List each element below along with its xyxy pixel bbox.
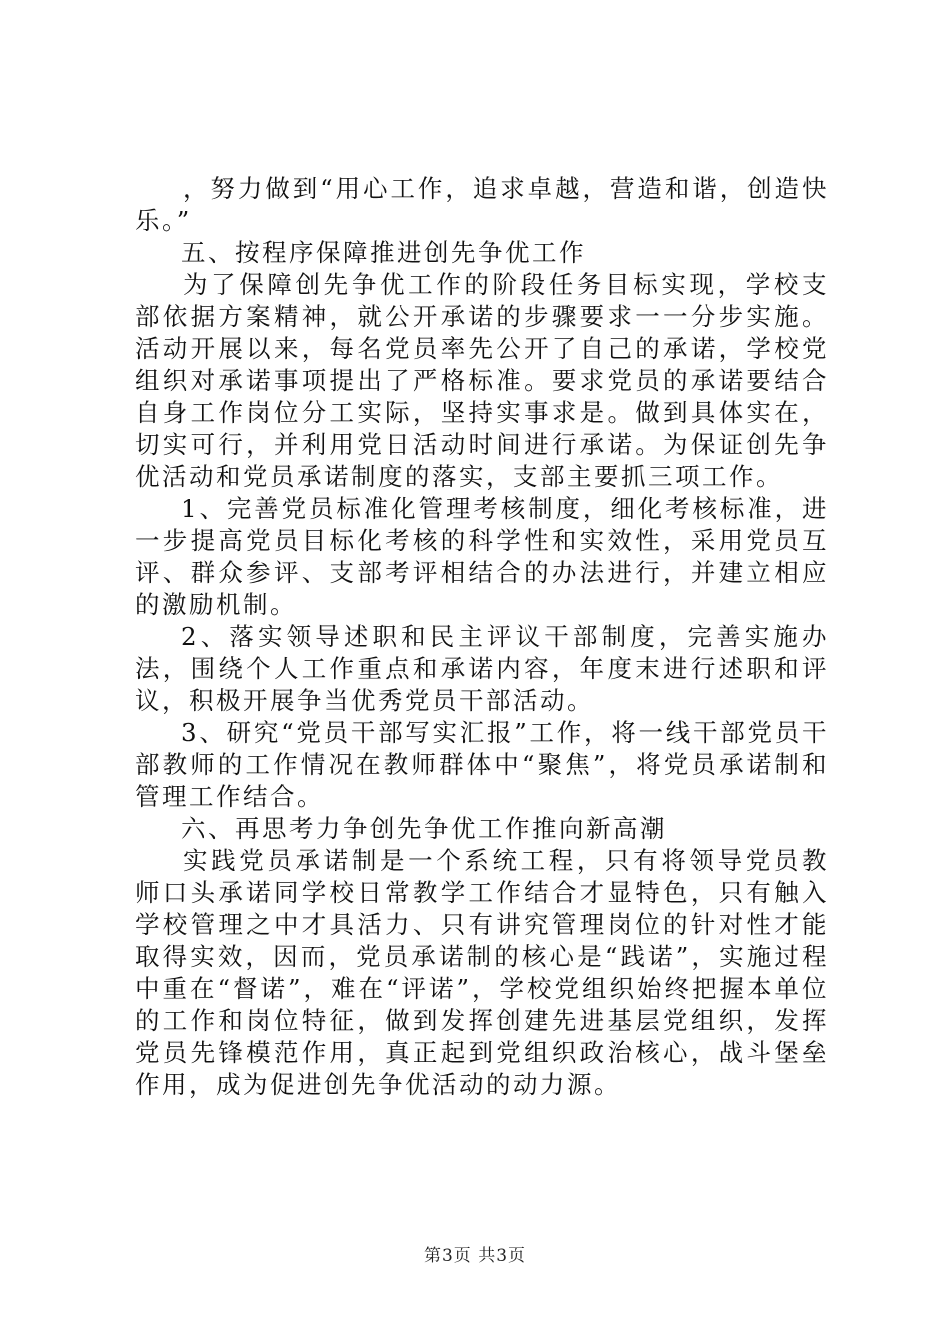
list-item-2: 2、落实领导述职和民主评议干部制度，完善实施办法，围绕个人工作重点和承诺内容，年度末进行述职和评议，积极开展争当优秀党员干部活动。 (135, 622, 829, 715)
paragraph-section-6-body: 实践党员承诺制是一个系统工程，只有将领导党员教师口头承诺同学校日常教学工作结合才显特色，只有触入学校管理之中才具活力、只有讲究管理岗位的针对性才能取得实效，因而，党员承诺制的核心是“践诺”，实施过程中重在“督诺”，难在“评诺”，学校党组织始终把握本单位的工作和岗位特征，做到发挥创建先进基层党组织，发挥党员先锋模范作用，真正起到党组织政治核心，战斗堡垒作用，成为促进创先争优活动的动力源。 (135, 846, 829, 1099)
section-heading-6: 六、再思考力争创先争优工作推向新高潮 (181, 814, 667, 843)
list-item-3: 3、研究“党员干部写实汇报”工作，将一线干部党员干部教师的工作情况在教师群体中“聚焦”，将党员承诺制和管理工作结合。 (135, 718, 829, 811)
section-heading-5: 五、按程序保障推进创先争优工作 (181, 238, 586, 267)
paragraph-section-5-intro: 为了保障创先争优工作的阶段任务目标实现，学校支部依据方案精神，就公开承诺的步骤要求一一分步实施。活动开展以来，每名党员率先公开了自己的承诺，学校党组织对承诺事项提出了严格标准。要求党员的承诺要结合自身工作岗位分工实际，坚持实事求是。做到具体实在，切实可行，并利用党日活动时间进行承诺。为保证创先争优活动和党员承诺制度的落实，支部主要抓三项工作。 (135, 270, 829, 491)
list-item-1: 1、完善党员标准化管理考核制度，细化考核标准，进一步提高党员目标化考核的科学性和实效性，采用党员互评、群众参评、支部考评相结合的办法进行，并建立相应的激励机制。 (135, 494, 829, 619)
paragraph-continuation: ，努力做到“用心工作，追求卓越，营造和谐，创造快乐。” (135, 174, 829, 235)
page-number-footer: 第3页 共3页 (423, 1246, 527, 1266)
document-body (135, 173, 829, 1101)
